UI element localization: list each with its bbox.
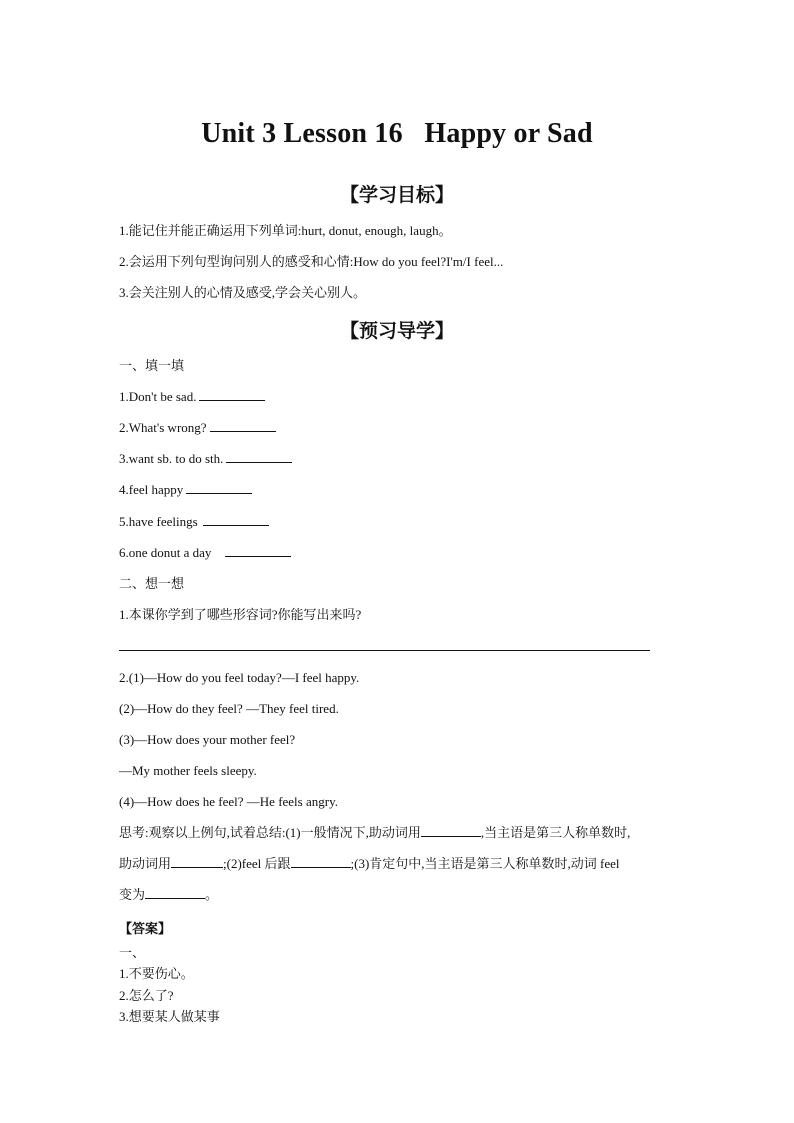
answer-blank[interactable] [421,825,481,837]
example-sentence: 2.(1)—How do you feel today?—I feel happy. [119,670,360,685]
example-sentence: (3)—How does your mother feel? [119,732,296,747]
answer-blank[interactable] [203,514,269,526]
part1-label: 一、填一填 [119,358,185,373]
fill-item-text: 2.What's wrong? [119,420,207,435]
fill-item-6 [119,545,291,561]
think-text: 思考:观察以上例句,试着总结:(1)一般情况下,助动词用 [119,825,421,840]
answer-blank[interactable] [291,856,351,868]
fill-item-1 [119,389,265,405]
answer-item: 2.怎么了? [119,988,174,1003]
think-line-1 [119,825,630,841]
fill-item-text: 5.have feelings [119,514,198,529]
fill-item-text: 3.want sb. to do sth. [119,451,224,466]
answer-blank[interactable] [225,545,291,557]
part2-label: 二、想一想 [119,576,185,591]
example-sentence: —My mother feels sleepy. [119,763,257,778]
think-text: ;(3)肯定句中,当主语是第三人称单数时,动词 feel [350,856,620,871]
think-text: 助动词用 [119,856,172,871]
answer-blank[interactable] [186,482,252,494]
answer-blank[interactable] [199,389,265,401]
fill-item-text: 1.Don't be sad. [119,389,197,404]
think-text: ;(2)feel 后跟 [223,856,291,871]
example-sentence: (2)—How do they feel? —They feel tired. [119,701,339,716]
page-title: Unit 3 Lesson 16 Happy or Sad [201,118,593,149]
example-sentence: (4)—How does he feel? —He feels angry. [119,794,338,809]
think-text: ,当主语是第三人称单数时, [480,825,631,840]
answer-blank[interactable] [171,856,223,868]
objective-item: 2.会运用下列句型询问别人的感受和心情:How do you feel?I'm/I feel... [119,254,504,269]
fill-item-2 [119,420,276,436]
answer-blank[interactable] [226,451,292,463]
answer-item: 1.不要伤心。 [119,966,194,981]
question-1: 1.本课你学到了哪些形容词?你能写出来吗? [119,607,362,622]
answers-heading: 【答案】 [119,922,172,937]
answers-part-label: 一、 [119,945,146,960]
think-line-3 [119,887,218,903]
answer-blank[interactable] [210,420,276,432]
think-line-2 [119,856,620,872]
fill-item-5 [119,514,269,530]
fill-item-text: 6.one donut a day [119,545,212,560]
preview-heading: 【预习导学】 [339,320,454,342]
answer-line[interactable] [119,650,650,651]
objective-item: 1.能记住并能正确运用下列单词:hurt, donut, enough, laugh。 [119,223,452,238]
fill-item-3 [119,451,292,467]
think-text: 变为 [119,887,146,902]
fill-item-4 [119,482,252,498]
objectives-heading: 【学习目标】 [339,184,454,206]
answer-blank[interactable] [145,887,205,899]
fill-item-text: 4.feel happy [119,482,184,497]
think-text: 。 [205,887,219,902]
answer-item: 3.想要某人做某事 [119,1009,220,1024]
objective-item: 3.会关注别人的心情及感受,学会关心别人。 [119,285,367,300]
